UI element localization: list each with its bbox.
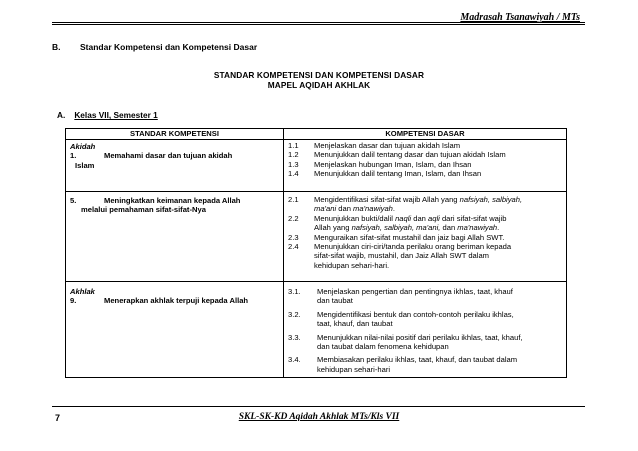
kd-number: 1.4 (288, 169, 299, 179)
kd-term: naqli (395, 213, 412, 223)
running-head: Madrasah Tsanawiyah / MTs (460, 12, 580, 23)
kd-number: 2.2 (288, 213, 299, 223)
footer-title: SKL-SK-KD Aqidah Akhlak MTs/Kls VII (238, 412, 400, 422)
kd-term: ma'nawiyah (353, 204, 393, 214)
kd-text: Menunjukkan dalil tentang Iman, Islam, dan Ihsan (314, 169, 482, 179)
page-number: 7 (55, 413, 61, 423)
table-row (66, 192, 567, 282)
sk-cell (66, 140, 284, 192)
kd-text: Mengidentifikasi sifat-sifat wajib Allah yang (314, 195, 460, 204)
section-b-letter: B. (52, 42, 61, 52)
kd-text: kehidupan sehari-hari (317, 364, 391, 374)
competency-table (65, 128, 567, 378)
footer-rule (52, 406, 585, 407)
kd-item (288, 310, 564, 329)
category-label: Akidah (70, 142, 96, 151)
kd-text: Menunjukkan nilai-nilai positif dari perilaku ikhlas, taat, khauf, (317, 332, 523, 342)
kd-text: dan taubat (317, 296, 353, 306)
kd-term: ma'nawiyah (457, 223, 498, 233)
kd-number: 2.3 (288, 232, 299, 242)
kd-item (288, 169, 564, 178)
kd-cell (284, 192, 567, 282)
kd-item (288, 242, 564, 270)
kd-text: Mengidentifikasi bentuk dan contoh-contoh perilaku ikhlas, (317, 309, 514, 319)
kd-number: 1.1 (288, 141, 299, 150)
kd-number: 3.2. (288, 309, 301, 319)
kd-term: ma'ani (314, 204, 337, 214)
kd-cell (284, 140, 567, 192)
sk-text-cont: Islam (75, 160, 95, 170)
kd-text: Menjelaskan pengertian dan pentingnya ikhlas, taat, khauf (317, 287, 513, 296)
kd-text: dan (336, 204, 354, 214)
table-header-row (66, 129, 567, 140)
kd-text: Menguraikan sifat-sifat mustahil dan jaiz bagi Allah SWT. (314, 232, 505, 242)
kd-item (288, 287, 564, 306)
kd-text: Menunjukkan ciri-ciri/tanda perilaku orang beriman kepada (314, 242, 512, 252)
category-label: Akhlak (70, 287, 95, 296)
kd-item (288, 355, 564, 374)
section-b-title: Standar Kompetensi dan Kompetensi Dasar (80, 42, 258, 52)
sk-number: 5. (70, 196, 77, 205)
kd-item (288, 333, 564, 352)
kd-number: 1.2 (288, 150, 299, 160)
sk-cell (66, 282, 284, 378)
kd-number: 3.4. (288, 355, 301, 365)
sk-text-cont: melalui pemahaman sifat-sifat-Nya (81, 205, 206, 215)
kd-text: kehidupan sehari-hari. (314, 260, 390, 270)
kd-item (288, 160, 564, 169)
kd-cell (284, 282, 567, 378)
kd-number: 1.3 (288, 159, 299, 169)
kd-text: dan (440, 223, 458, 233)
section-a-heading (57, 110, 158, 120)
sk-text: Menerapkan akhlak terpuji kepada Allah (104, 296, 249, 306)
sk-text: Memahami dasar dan tujuan akidah (104, 151, 233, 161)
kd-number: 2.4 (288, 242, 299, 252)
kd-text: dan taubat dalam fenomena kehidupan (317, 342, 449, 352)
sk-cell (66, 192, 284, 282)
sk-text: Meningkatkan keimanan kepada Allah (104, 196, 241, 205)
kd-term: nafsiyah, salbiyah, (459, 195, 523, 204)
header-rule-thin (52, 24, 585, 25)
table-row (66, 282, 567, 378)
section-b-heading (52, 42, 257, 52)
kd-text: dan (411, 213, 428, 223)
kd-text: . (392, 204, 396, 214)
kd-text: Menunjukkan dalil tentang dasar dan tujuan akidah Islam (314, 150, 506, 160)
kd-number: 3.1. (288, 287, 301, 296)
section-a-letter: A. (57, 110, 66, 120)
header-rule (52, 22, 585, 23)
sk-number: 1. (70, 151, 77, 161)
kd-text: Menunjukkan bukti/dalil (314, 213, 396, 223)
kd-text: sifat-sifat wajib, mustahil, dan Jaiz Allah SWT dalam (314, 251, 490, 261)
kd-item (288, 141, 564, 150)
section-a-title: Kelas VII, Semester 1 (74, 110, 158, 120)
sk-number: 9. (70, 296, 77, 306)
kd-text: Membiasakan perilaku ikhlas, taat, khauf, dan taubat dalam (317, 355, 518, 365)
kd-term: nafsiyah, salbiyah, ma'ani, (351, 223, 441, 233)
header-sk: STANDAR KOMPETENSI (66, 129, 284, 140)
main-title-line1: STANDAR KOMPETENSI DAN KOMPETENSI DASAR (213, 70, 425, 80)
kd-term: aqli (428, 213, 440, 223)
kd-text: dari sifat-sifat wajib (439, 213, 507, 223)
kd-text: taat, khauf, dan taubat (317, 319, 393, 329)
kd-text: . (497, 223, 500, 233)
kd-number: 3.3. (288, 332, 301, 342)
kd-text: Menjelaskan dasar dan tujuan akidah Islam (314, 141, 461, 150)
header-kd: KOMPETENSI DASAR (284, 129, 567, 140)
kd-text: Menjelaskan hubungan Iman, Islam, dan Ihsan (314, 159, 472, 169)
kd-number: 2.1 (288, 195, 299, 204)
kd-item (288, 195, 564, 214)
kd-text: Allah yang (314, 223, 352, 233)
kd-item (288, 214, 564, 233)
main-title-line2: MAPEL AQIDAH AKHLAK (267, 80, 371, 90)
kd-item (288, 233, 564, 242)
table-row (66, 140, 567, 192)
kd-item (288, 150, 564, 159)
